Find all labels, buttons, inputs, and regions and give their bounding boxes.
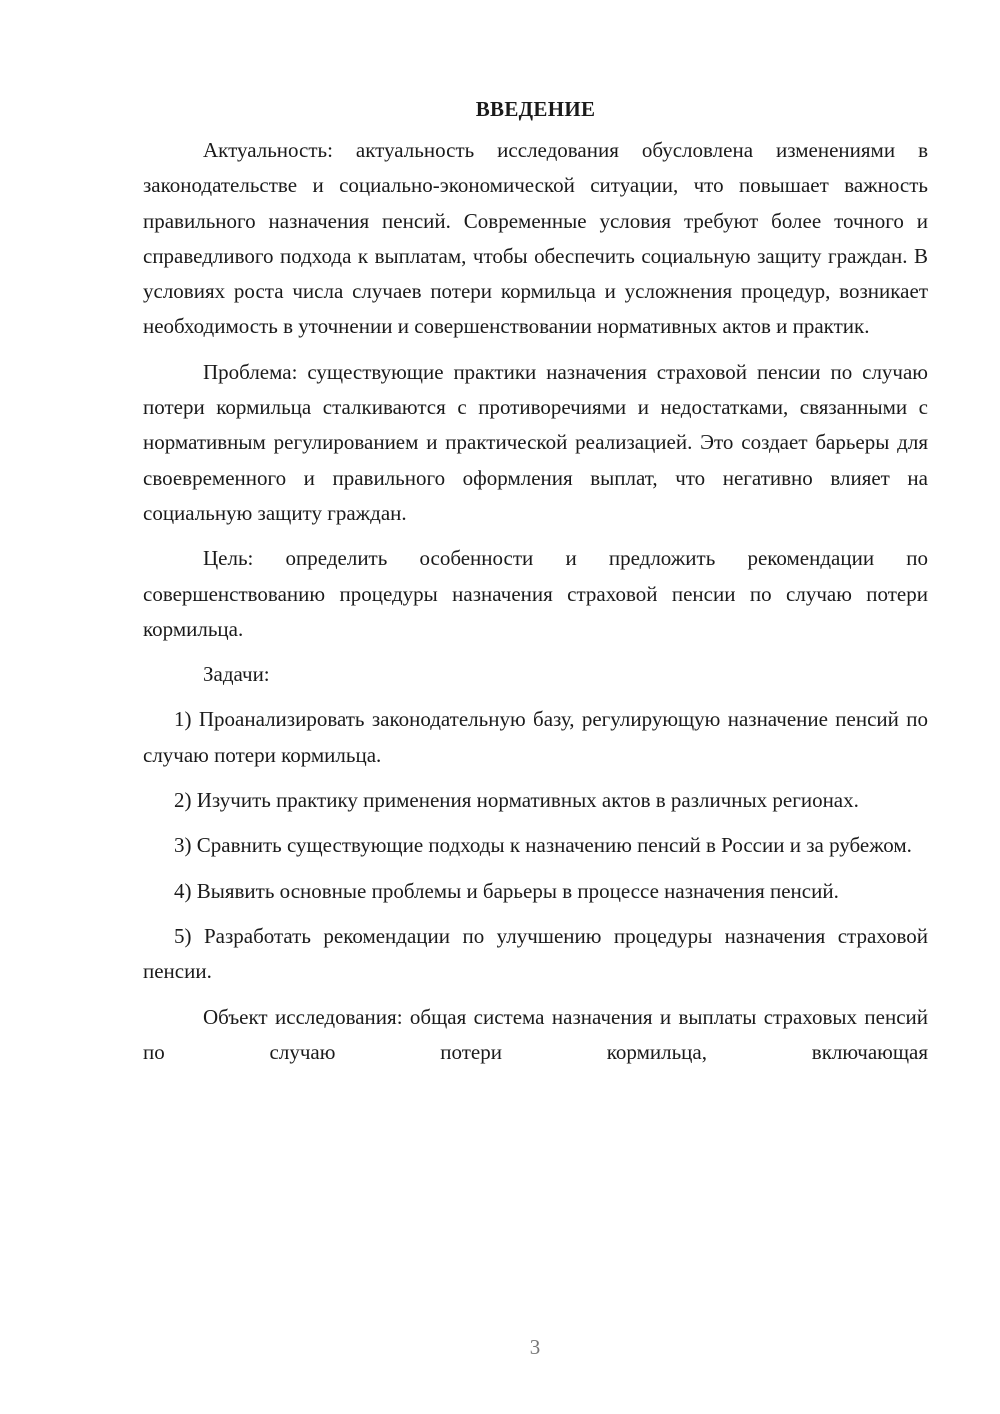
paragraph-relevance: Актуальность: актуальность исследования обусловлена изменениями в законодательстве и социально-экономической ситуации, что повышает важность правильного назначения пенсий. Современные условия требуют более точного и справедливого подхода к выплатам, чтобы обеспечить социальную защиту граждан. В условиях роста числа случаев потери кормильца и усложнения процедур, возникает необходимость в уточнении и совершенствовании нормативных актов и практик. (143, 138, 928, 339)
tasks-heading: Задачи: (203, 662, 270, 687)
task-item-4: 4) Выявить основные проблемы и барьеры в процессе назначения пенсий. (174, 878, 839, 903)
task-item-1: 1) Проанализировать законодательную базу, регулирующую назначение пенсий по случаю потери кормильца. (143, 707, 928, 767)
task-item-5: 5) Разработать рекомендации по улучшению процедуры назначения страховой пенсии. (143, 923, 928, 984)
section-title: ВВЕДЕНИЕ (475, 97, 596, 121)
page-number: 3 (529, 1335, 541, 1359)
task-item-3: 3) Сравнить существующие подходы к назначению пенсий в России и за рубежом. (174, 833, 912, 858)
paragraph-problem: Проблема: существующие практики назначения страховой пенсии по случаю потери кормильца сталкиваются с противоречиями и недостатками, связанными с нормативным регулированием и практической реализацией. Это создает барьеры для своевременного и правильного оформления выплат, что негативно влияет на социальную защиту граждан. (143, 359, 928, 525)
paragraph-goal: Цель: определить особенности и предложить рекомендации по совершенствованию процедуры назначения страховой пенсии по случаю потери кормильца. (143, 546, 928, 641)
paragraph-object: Объект исследования: общая система назначения и выплаты страховых пенсий по случаю потери кормильца, включающая (143, 1004, 928, 1064)
task-item-2: 2) Изучить практику применения нормативных актов в различных регионах. (174, 788, 859, 813)
document-body (143, 92, 928, 1080)
